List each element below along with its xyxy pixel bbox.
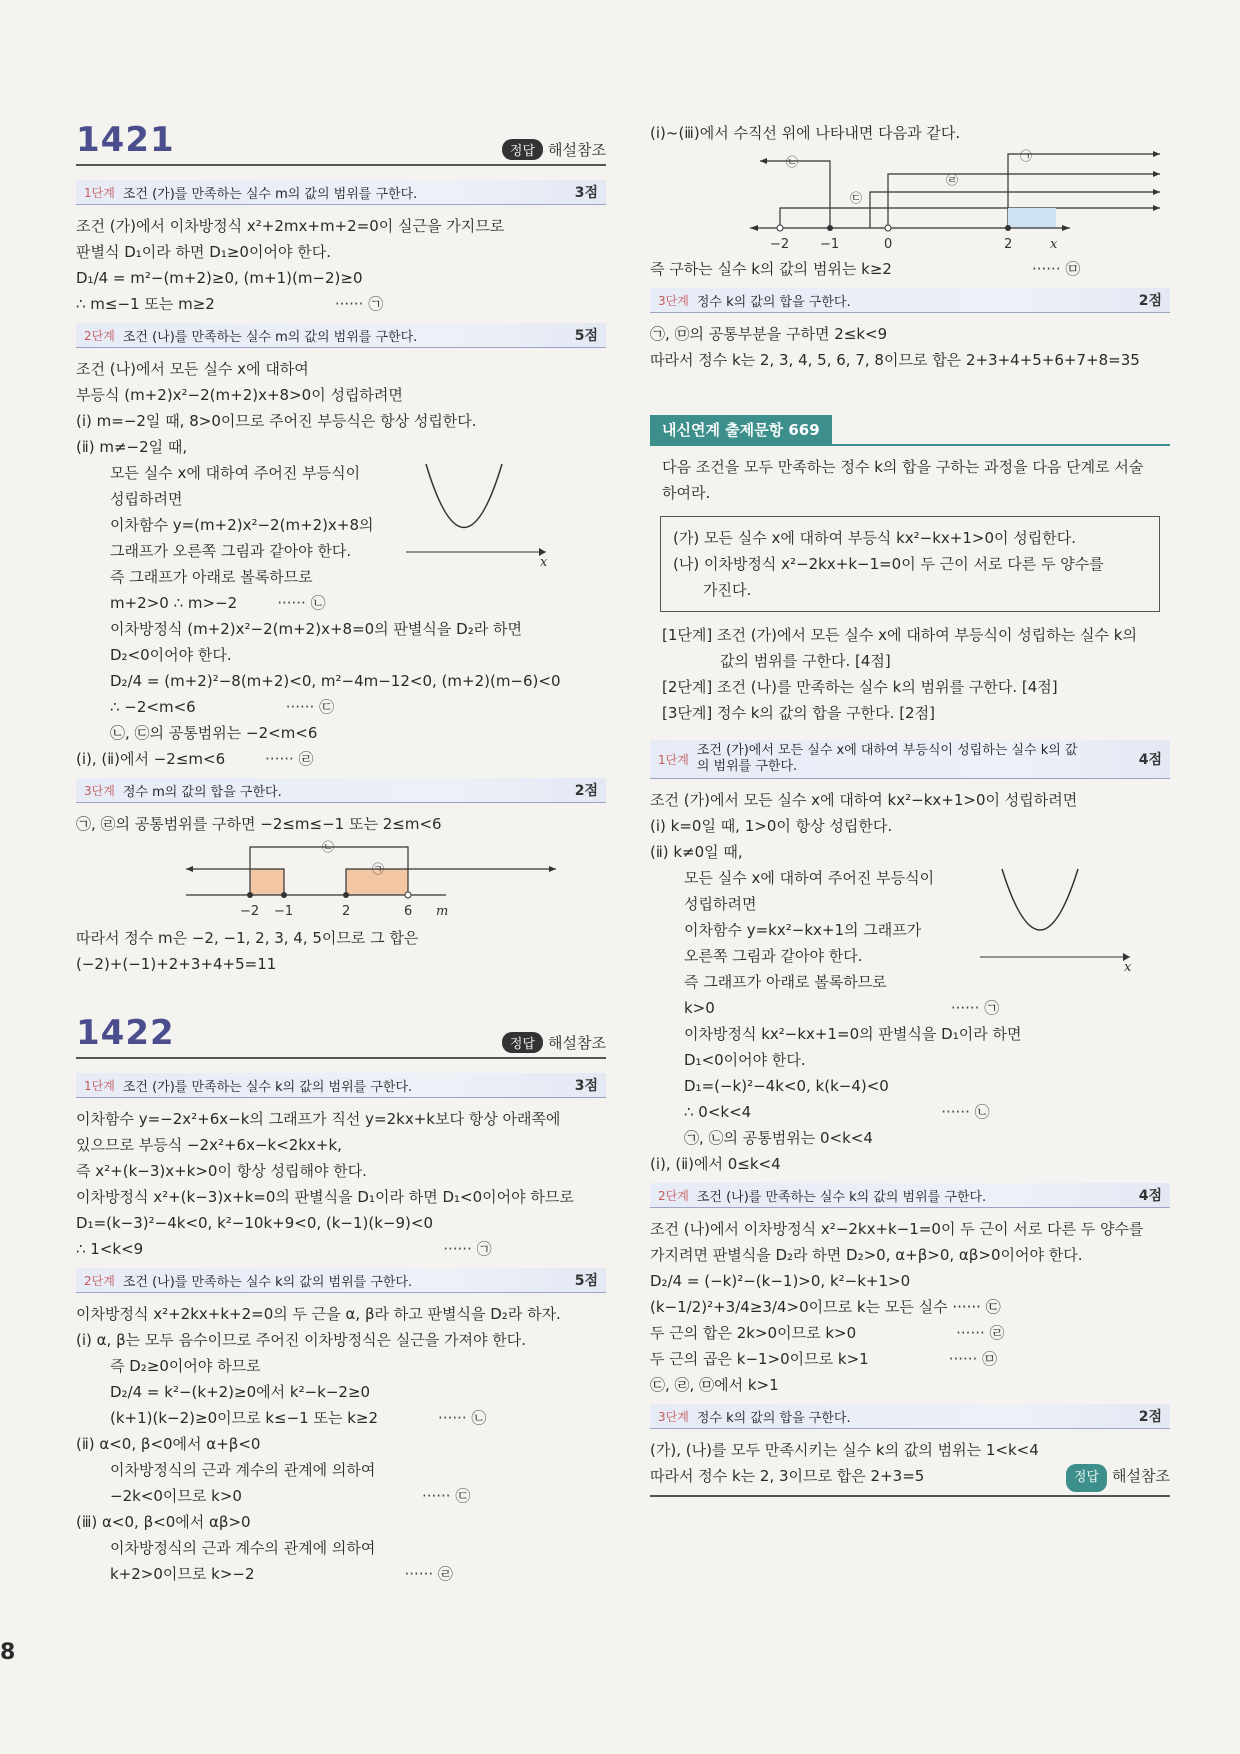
stage-line: [2단계] 조건 (나)를 만족하는 실수 k의 범위를 구한다. [4점]: [662, 678, 1058, 696]
parabola-graph: [406, 456, 556, 566]
condition-line: 가진다.: [703, 581, 752, 599]
text-line: 이차함수 y=−2x²+6x−k의 그래프가 직선 y=2kx+k보다 항상 아래쪽에: [76, 1110, 561, 1128]
equation-mark: ······ ㉣: [265, 750, 314, 768]
formula-line: (−2)+(−1)+2+3+4+5=11: [76, 955, 277, 973]
text-line: 즉 그래프가 아래로 볼록하므로: [684, 973, 887, 991]
step-1-header: [76, 1073, 606, 1098]
formula-line: ∴ 0<k<4 ······ ㉡: [684, 1103, 990, 1121]
step-points: 3점: [574, 1078, 598, 1094]
problem-1422-header: [76, 1013, 606, 1059]
text-line: 이차방정식 (m+2)x²−2(m+2)x+8=0의 판별식을 D₂라 하면: [110, 620, 522, 638]
formula-line: (ⅰ), (ⅱ)에서 −2≤m<6 ······ ㉣: [76, 750, 314, 768]
text-line: 즉 D₂≥0이어야 하므로: [110, 1357, 261, 1375]
answer-badge: 정답: [502, 139, 543, 160]
formula-line: (k−1/2)²+3/4≥3/4>0이므로 k는 모든 실수 ······ ㉢: [650, 1298, 1001, 1316]
formula-line: m+2>0 ∴ m>−2 ······ ㉡: [110, 594, 326, 612]
tick-label: −2: [770, 237, 790, 252]
parabola-block: [76, 460, 606, 616]
step-points: 2점: [574, 783, 598, 799]
tick-label: −1: [274, 904, 294, 919]
equation-mark: ······ ㉡: [941, 1103, 990, 1121]
text-line: (ⅰ) α, β는 모두 음수이므로 주어진 이차방정식은 실근을 가져야 한다.: [76, 1331, 527, 1349]
parabola-block: [650, 865, 1170, 1021]
text-line: 조건 (나)에서 모든 실수 x에 대하여: [76, 360, 309, 378]
text-line: 있으므로 부등식 −2x²+6x−k<2kx+k,: [76, 1136, 342, 1154]
text-line: 이차방정식 x²+2kx+k+2=0의 두 근을 α, β라 하고 판별식을 D₂라 하자.: [76, 1305, 561, 1323]
figure-mark: ㉣: [946, 173, 959, 187]
text-line: 모든 실수 x에 대하여 주어진 부등식이: [110, 464, 361, 482]
text-line: ㉠, ㉣의 공통범위를 구하면 −2≤m≤−1 또는 2≤m<6: [76, 815, 442, 833]
text-line: 이차방정식 kx²−kx+1=0의 판별식을 D₁이라 하면: [684, 1025, 1022, 1043]
step-text: 조건 (나)를 만족하는 실수 k의 값의 범위를 구한다.: [696, 1189, 987, 1205]
condition-line: (나) 이차방정식 x²−2kx+k−1=0이 두 근이 서로 다른 두 양수를: [673, 555, 1104, 573]
answer-ref-text: 해설참조: [548, 1034, 606, 1052]
text-line: 즉 x²+(k−3)x+k>0이 항상 성립해야 한다.: [76, 1162, 367, 1180]
text-line: 따라서 정수 k는 2, 3, 4, 5, 6, 7, 8이므로 합은 2+3+4+5+6+7+8=35: [650, 351, 1140, 369]
text-line: ㉢, ㉣, ㉤에서 k>1: [650, 1376, 779, 1394]
text-line: ㉠, ㉡의 공통범위는 0<k<4: [684, 1129, 873, 1147]
text-line: 가지려면 판별식을 D₂라 하면 D₂>0, α+β>0, αβ>0이어야 한다.: [650, 1246, 1083, 1264]
text-line: 그래프가 오른쪽 그림과 같아야 한다.: [110, 542, 352, 560]
step-text: 정수 k의 값의 합을 구한다.: [696, 294, 851, 310]
text-line: 이차함수 y=(m+2)x²−2(m+2)x+8의: [110, 516, 374, 534]
text-line: D₁<0이어야 한다.: [684, 1051, 806, 1069]
stage-line: 값의 범위를 구한다. [4점]: [720, 652, 891, 670]
text-line: 이차함수 y=kx²−kx+1의 그래프가: [684, 921, 922, 939]
formula-line: D₁=(k−3)²−4k<0, k²−10k+9<0, (k−1)(k−9)<0: [76, 1214, 434, 1232]
step-text: 조건 (나)를 만족하는 실수 k의 값의 범위를 구한다.: [122, 1274, 413, 1290]
step-text: 조건 (가)에서 모든 실수 x에 대하여 부등식이 성립하는 실수 k의 값 의 범위를 구한다.: [696, 743, 1078, 774]
formula-line: D₂/4 = (−k)²−(k−1)>0, k²−k+1>0: [650, 1272, 911, 1290]
step-label: 1단계: [658, 752, 689, 767]
formula-line: 두 근의 합은 2k>0이므로 k>0 ······ ㉣: [650, 1324, 1005, 1342]
step-points: 2점: [1138, 1409, 1162, 1425]
text-line: 조건 (나)에서 이차방정식 x²−2kx+k−1=0이 두 근이 서로 다른 두 양수를: [650, 1220, 1144, 1238]
formula-line: D₂/4 = (m+2)²−8(m+2)<0, m²−4m−12<0, (m+2)(m−6)<0: [110, 672, 561, 690]
formula-line: ∴ −2<m<6 ······ ㉢: [110, 698, 335, 716]
step-label: 3단계: [658, 293, 689, 308]
graph-axis-label: x: [540, 555, 548, 566]
step-points: 5점: [574, 328, 598, 344]
step-points: 4점: [1138, 1188, 1162, 1204]
right-column: [650, 120, 1170, 1497]
condition-line: (가) 모든 실수 x에 대하여 부등식 kx²−kx+1>0이 성립한다.: [673, 529, 1076, 547]
tick-label: −2: [240, 904, 260, 919]
step-2-header: [76, 323, 606, 348]
linked-problem-tag: 내신연계 출제문항 669: [650, 415, 832, 444]
step-2-header: [76, 1268, 606, 1293]
text-line: 오른쪽 그림과 같아야 한다.: [684, 947, 863, 965]
answer-badge: 정답: [1066, 1464, 1107, 1492]
formula-line: k>0 ······ ㉠: [684, 999, 1000, 1017]
step-label: 2단계: [658, 1188, 689, 1203]
formula-line: D₁=(−k)²−4k<0, k(k−4)<0: [684, 1077, 889, 1095]
figure-mark: ㉡: [786, 155, 799, 169]
step-points: 4점: [1138, 752, 1162, 768]
text-line: 이차방정식 x²+(k−3)x+k=0의 판별식을 D₁이라 하면 D₁<0이어야 하므로: [76, 1188, 574, 1206]
formula-line: D₂/4 = k²−(k+2)≥0에서 k²−k−2≥0: [110, 1383, 371, 1401]
text-line: (ⅱ) α<0, β<0에서 α+β<0: [76, 1435, 261, 1453]
step-label: 3단계: [84, 783, 115, 798]
tick-label: 0: [884, 237, 893, 252]
figure-mark: ㉢: [850, 191, 863, 205]
step-3-header: [650, 1404, 1170, 1429]
text-line: 성립하려면: [684, 895, 757, 913]
equation-mark: ······ ㉤: [1031, 260, 1081, 278]
page-number: 8: [0, 1640, 16, 1665]
text-line: (ⅱ) k≠0일 때,: [650, 843, 743, 861]
figure-mark: ㉠: [372, 862, 385, 876]
formula-line: ∴ 1<k<9 ······ ㉠: [76, 1240, 492, 1258]
step-text: 조건 (가)를 만족하는 실수 k의 값의 범위를 구한다.: [122, 1079, 413, 1095]
formula-line: (k+1)(k−2)≥0이므로 k≤−1 또는 k≥2 ······ ㉡: [110, 1409, 487, 1427]
step-text: 정수 m의 값의 합을 구한다.: [122, 784, 282, 800]
step-2-header: [650, 1183, 1170, 1208]
text-line: (ⅲ) α<0, β<0에서 αβ>0: [76, 1513, 251, 1531]
text-line: ㉠, ㉤의 공통부분을 구하면 2≤k<9: [650, 325, 888, 343]
text-line: (ⅰ)~(ⅲ)에서 수직선 위에 나타내면 다음과 같다.: [650, 124, 961, 142]
tick-label: 6: [404, 904, 413, 919]
text-line: 판별식 D₁이라 하면 D₁≥0이어야 한다.: [76, 243, 331, 261]
step-3-header: [650, 288, 1170, 313]
text-line: (ⅰ) m=−2일 때, 8>0이므로 주어진 부등식은 항상 성립한다.: [76, 412, 477, 430]
equation-mark: ······ ㉢: [421, 1487, 471, 1505]
answer-ref-text: 해설참조: [548, 141, 606, 159]
axis-label: m: [436, 904, 449, 919]
step-label: 1단계: [84, 1078, 115, 1093]
tick-label: −1: [820, 237, 840, 252]
step-1-header: [650, 740, 1170, 779]
formula-line: D₁/4 = m²−(m+2)≥0, (m+1)(m−2)≥0: [76, 269, 363, 287]
stage-line: [1단계] 조건 (가)에서 모든 실수 x에 대하여 부등식이 성립하는 실수 k의: [662, 626, 1137, 644]
text-line: 모든 실수 x에 대하여 주어진 부등식이: [684, 869, 935, 887]
text-line: 조건 (가)에서 모든 실수 x에 대하여 kx²−kx+1>0이 성립하려면: [650, 791, 1078, 809]
text-line: (ⅱ) m≠−2일 때,: [76, 438, 188, 456]
formula-line: k+2>0이므로 k>−2 ······ ㉣: [110, 1565, 453, 1583]
answer-reference: [502, 1032, 606, 1053]
problem-number: 1422: [76, 1013, 175, 1053]
left-column: [76, 120, 606, 1587]
stage-line: [3단계] 정수 k의 값의 합을 구한다. [2점]: [662, 704, 935, 722]
figure-mark: ㉡: [322, 840, 335, 854]
text-line: 조건 (가)에서 이차방정식 x²+2mx+m+2=0이 실근을 가지므로: [76, 217, 505, 235]
equation-mark: ······ ㉣: [956, 1324, 1005, 1342]
text-line: ㉡, ㉢의 공통범위는 −2<m<6: [110, 724, 318, 742]
equation-mark: ······ ㉠: [950, 999, 1000, 1017]
text-line: (가), (나)를 모두 만족시키는 실수 k의 값의 범위는 1<k<4: [650, 1441, 1039, 1459]
step-label: 1단계: [84, 185, 115, 200]
step-points: 5점: [574, 1273, 598, 1289]
text-line: 부등식 (m+2)x²−2(m+2)x+8>0이 성립하려면: [76, 386, 403, 404]
text-line: 하여라.: [662, 484, 711, 502]
formula-line: −2k<0이므로 k>0 ······ ㉢: [110, 1487, 471, 1505]
text-line: 다음 조건을 모두 만족하는 정수 k의 합을 구하는 과정을 다음 단계로 서술: [662, 458, 1144, 476]
problem-number: 1421: [76, 120, 175, 160]
formula-line: 즉 구하는 실수 k의 값의 범위는 k≥2 ······ ㉤: [650, 260, 1081, 278]
equation-mark: ······ ㉠: [443, 1240, 492, 1258]
text-line: D₂<0이어야 한다.: [110, 646, 232, 664]
graph-axis-label: x: [1124, 960, 1132, 971]
answer-ref-text: 해설참조: [1112, 1467, 1170, 1485]
text-line: 따라서 정수 k는 2, 3이므로 합은 2+3=5 정답 해설참조: [650, 1463, 1170, 1497]
number-line-figure: [750, 146, 1170, 256]
figure-mark: ㉠: [1020, 149, 1033, 163]
step-text: 조건 (나)를 만족하는 실수 m의 값의 범위를 구한다.: [122, 329, 418, 345]
formula-line: 두 근의 곱은 k−1>0이므로 k>1 ······ ㉤: [650, 1350, 998, 1368]
step-points: 3점: [574, 185, 598, 201]
text-line: 이차방정식의 근과 계수의 관계에 의하여: [110, 1539, 376, 1557]
equation-mark: ······ ㉣: [404, 1565, 453, 1583]
answer-badge: 정답: [502, 1032, 543, 1053]
text-line: (ⅰ), (ⅱ)에서 0≤k<4: [650, 1155, 781, 1173]
parabola-graph: [980, 861, 1140, 971]
step-text: 정수 k의 값의 합을 구한다.: [696, 1410, 851, 1426]
step-1-header: [76, 180, 606, 205]
equation-mark: ······ ㉡: [277, 594, 326, 612]
text-line: 즉 그래프가 아래로 볼록하므로: [110, 568, 313, 586]
answer-reference: [502, 139, 606, 160]
text-line: (ⅰ) k=0일 때, 1>0이 항상 성립한다.: [650, 817, 893, 835]
step-3-header: [76, 778, 606, 803]
equation-mark: ······ ㉠: [334, 295, 384, 313]
condition-box: [660, 516, 1160, 612]
number-line-figure: [176, 837, 596, 925]
equation-mark: ······ ㉢: [285, 698, 335, 716]
text-line: 성립하려면: [110, 490, 183, 508]
text-line: 이차방정식의 근과 계수의 관계에 의하여: [110, 1461, 376, 1479]
step-points: 2점: [1138, 293, 1162, 309]
tick-label: 2: [1004, 237, 1013, 252]
step-label: 2단계: [84, 328, 115, 343]
step-label: 2단계: [84, 1273, 115, 1288]
tick-label: 2: [342, 904, 351, 919]
step-text: 조건 (가)를 만족하는 실수 m의 값의 범위를 구한다.: [122, 186, 418, 202]
problem-1421-header: [76, 120, 606, 166]
equation-mark: ······ ㉤: [948, 1350, 998, 1368]
equation-mark: ······ ㉡: [438, 1409, 487, 1427]
formula-line: ∴ m≤−1 또는 m≥2 ······ ㉠: [76, 295, 384, 313]
text-line: 따라서 정수 m은 −2, −1, 2, 3, 4, 5이므로 그 합은: [76, 929, 419, 947]
step-label: 3단계: [658, 1409, 689, 1424]
axis-label: x: [1050, 237, 1058, 252]
linked-problem-banner: [650, 415, 1170, 446]
